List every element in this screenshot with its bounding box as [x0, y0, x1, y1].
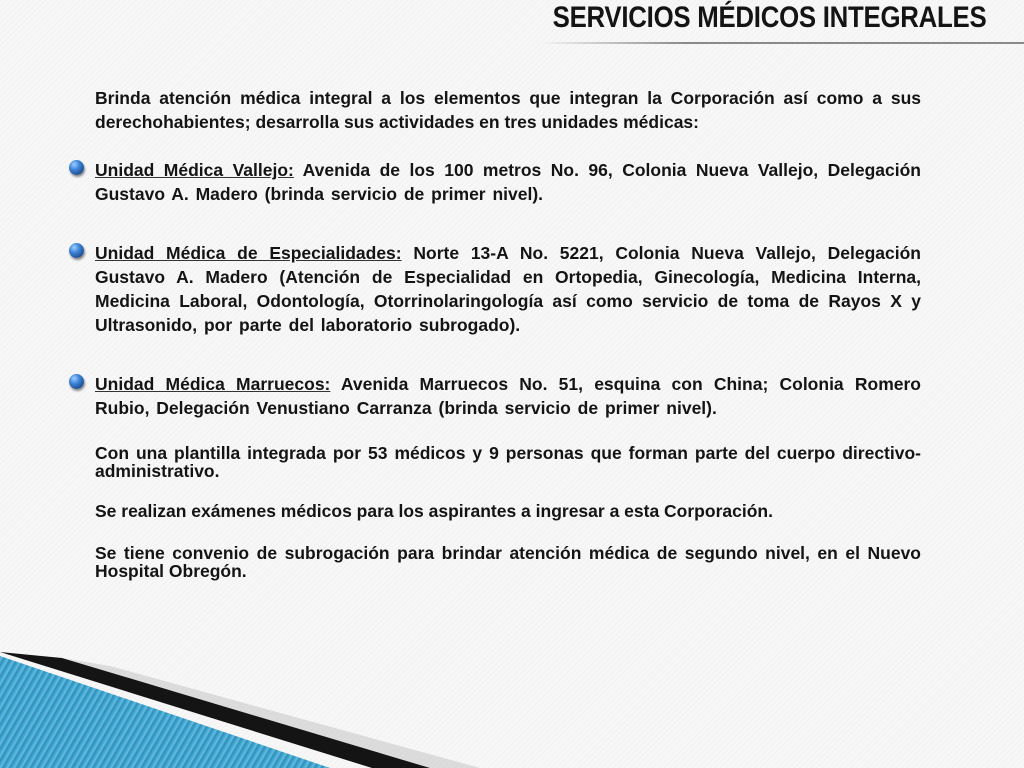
unit-text-especialidades: Norte 13-A No. 5221, Colonia Nueva Vallejo, Delegación Gustavo A. Madero (Atención de Especialidad en Ortopedia, Ginecología, Medicina Interna, Medicina Laboral, Odontología, Otorrinolaringología así como servicio de toma de Rayos X y Ultrasonido, por parte del laboratorio subrogado). — [95, 243, 921, 335]
exams-paragraph: Se realizan exámenes médicos para los aspirantes a ingresar a esta Corporación. — [95, 501, 773, 521]
sphere-bullet-icon — [69, 160, 84, 175]
slide-body — [95, 86, 921, 602]
intro-paragraph: Brinda atención médica integral a los elementos que integran la Corporación así como a sus derechohabientes; desarrolla sus actividades en tres unidades médicas: — [95, 88, 921, 132]
blue-wedge-shape — [0, 656, 330, 768]
unit-item-vallejo — [95, 158, 921, 206]
title-divider — [540, 42, 1024, 44]
unit-item-marruecos — [95, 372, 921, 420]
unit-text-vallejo: Avenida de los 100 metros No. 96, Colonia Nueva Vallejo, Delegación Gustavo A. Madero (brinda servicio de primer nivel). — [95, 160, 921, 204]
unit-name-especialidades: Unidad Médica de Especialidades: — [95, 243, 402, 263]
corner-decoration — [0, 638, 480, 768]
unit-text-marruecos: Avenida Marruecos No. 51, esquina con China; Colonia Romero Rubio, Delegación Venustiano Carranza (brinda servicio de primer nivel). — [95, 374, 921, 418]
slide-title: SERVICIOS MÉDICOS INTEGRALES — [552, 1, 986, 34]
unit-item-especialidades — [95, 241, 921, 337]
sphere-bullet-icon — [69, 374, 84, 389]
unit-name-vallejo: Unidad Médica Vallejo: — [95, 160, 294, 180]
unit-name-marruecos: Unidad Médica Marruecos: — [95, 374, 331, 394]
agreement-paragraph: Se tiene convenio de subrogación para brindar atención médica de segundo nivel, en el Nuevo Hospital Obregón. — [95, 543, 921, 581]
staff-paragraph: Con una plantilla integrada por 53 médicos y 9 personas que forman parte del cuerpo directivo-administrativo. — [95, 443, 921, 481]
sphere-bullet-icon — [69, 243, 84, 258]
